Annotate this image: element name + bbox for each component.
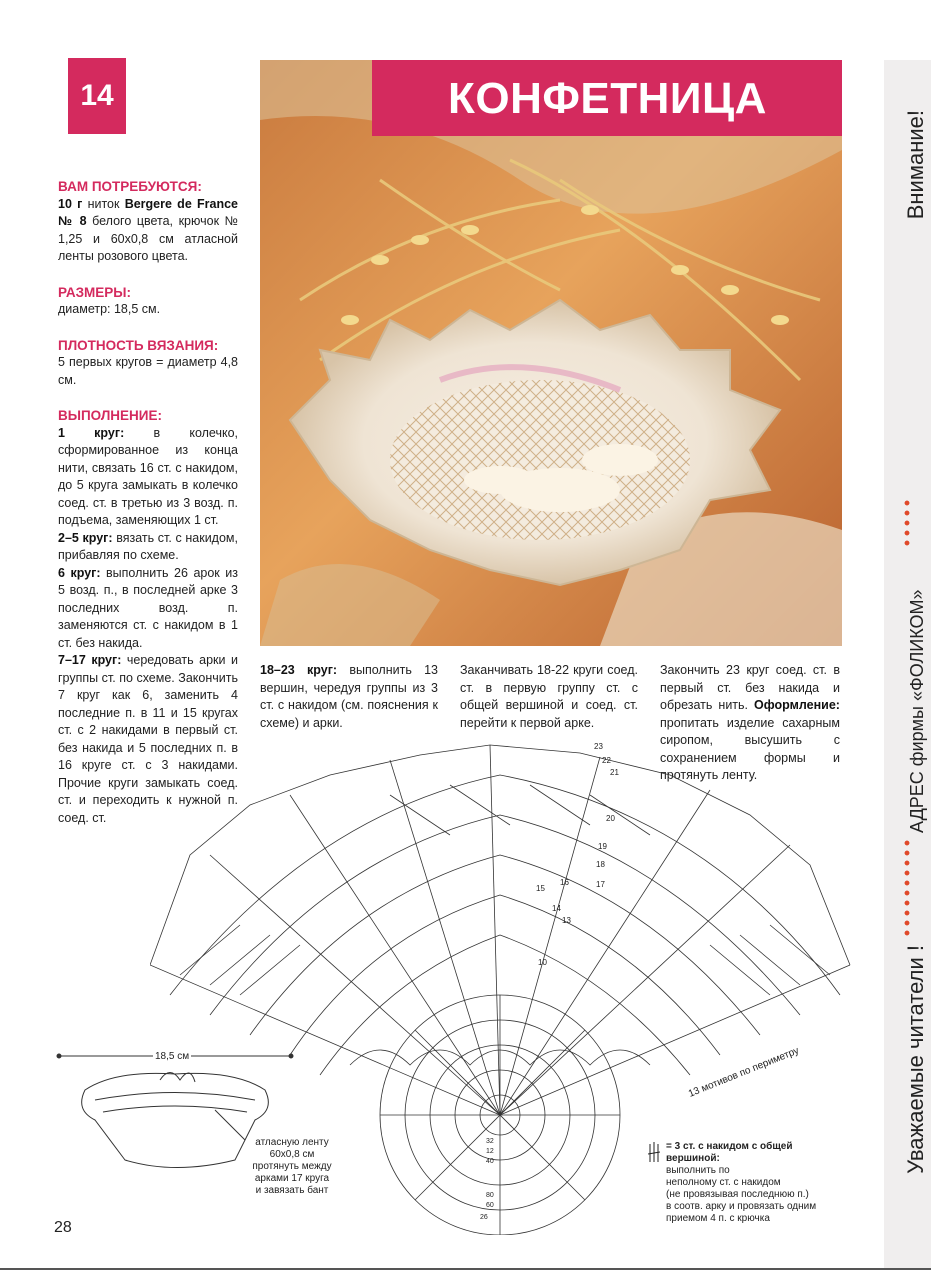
round-num-19: 19 <box>598 842 607 851</box>
materials-heading: ВАМ ПОТРЕБУЮТСЯ: <box>58 179 202 194</box>
materials-text: 10 г ниток Bergere de France № 8 белого цвета, крючок № 1,25 и 60х0,8 см атласной ленты розового цвета. <box>58 196 239 263</box>
center-num-6: 26 <box>480 1214 488 1221</box>
round-num-18: 18 <box>596 860 605 869</box>
sidebar-address: АДРЕС фирмы «ФОЛИКОМ» <box>907 589 927 833</box>
round-num-17: 17 <box>596 880 605 889</box>
text-column-2: Заканчивать 18-22 круги соед. ст. в первую группу ст. с общей вершиной и соед. ст. перейти к первой арке. <box>460 663 638 730</box>
center-num-2: 12 <box>486 1148 494 1155</box>
center-num-3: 40 <box>486 1158 494 1165</box>
diameter-label: 18,5 см <box>155 1051 190 1062</box>
density-text: 5 первых кругов = диаметр 4,8 см. <box>58 355 238 387</box>
stitch-symbol-icon <box>648 1140 660 1164</box>
text-column-1: 18–23 круг: выполнить 13 вершин, чередуя группы из 3 ст. с накидом (см. пояснения к схеме) и арки. <box>260 663 438 730</box>
sidebar-readers: Уважаемые читатели ! <box>903 945 928 1174</box>
center-num-4: 80 <box>486 1192 494 1199</box>
sidebar-attention: Внимание! <box>903 110 928 220</box>
page-number: 28 <box>54 1219 72 1236</box>
stitch-legend: = 3 ст. с накидом с общей вершиной: выполнить по неполному ст. с накидом (не провязывая последнюю п.) в соотв. арку и провязать одним приемом 4 п. с крючка <box>666 1141 817 1224</box>
round-num-20: 20 <box>606 814 615 823</box>
round-num-23: 23 <box>594 742 603 751</box>
text-column-3: Закончить 23 круг соед. ст. в первый ст. без накида и обрезать нить. Оформление: пропитать изделие сахарным сиропом, высушить с сохранением формы и протянуть ленту. <box>660 663 840 782</box>
round-num-14: 14 <box>552 904 561 913</box>
round-num-15: 15 <box>536 884 545 893</box>
page-title: КОНФЕТНИЦА <box>448 74 767 123</box>
round-2-5: 2–5 круг: вязать ст. с накидом, прибавляя по схеме. <box>58 530 238 562</box>
round-num-22: 22 <box>602 756 611 765</box>
round-num-13: 13 <box>562 916 571 925</box>
ribbon-note: атласную ленту 60х0,8 см протянуть между арками 17 круга и завязать бант <box>252 1137 332 1196</box>
round-num-16: 16 <box>560 878 569 887</box>
left-column <box>58 178 238 827</box>
execution-heading: ВЫПОЛНЕНИЕ: <box>58 408 163 423</box>
density-heading: ПЛОТНОСТЬ ВЯЗАНИЯ: <box>58 337 219 353</box>
center-num-5: 60 <box>486 1202 494 1209</box>
round-7-17: 7–17 круг: чередовать арки и группы ст. по схеме. Закончить 7 круг как 6, заменить 4 последние п. в 11 и 15 кругах ст. с 2 накидами в первый ст. без накида и 5 последних п. в 16 круге ст. с 3 накидами. Прочие круги замыкать соед. ст. и переходить к нужной п. соед. ст. <box>58 653 239 825</box>
round-num-10: 10 <box>538 958 547 967</box>
size-text: диаметр: 18,5 см. <box>58 302 161 316</box>
candy-dish-photo <box>260 60 842 646</box>
round-1: 1 круг: в колечко, сформированное из конца нити, связать 16 ст. с накидом, до 5 круга замыкать в колечко соед. ст. в третью из 3 возд. п. подъема, заменяющих 1 ст. <box>58 425 238 527</box>
motifs-note: 13 мотивов по периметру <box>687 1045 801 1100</box>
article-number: 14 <box>68 58 126 134</box>
round-6: 6 круг: выполнить 26 арок из 5 возд. п., в последней арке 3 последних возд. п. заменяются ст. с накидом в 1 ст. без накида. <box>58 565 238 650</box>
round-num-21: 21 <box>610 768 619 777</box>
sidebar-dots-bottom <box>904 838 910 938</box>
center-num-1: 32 <box>486 1138 494 1145</box>
size-heading: РАЗМЕРЫ: <box>58 284 131 300</box>
title-banner <box>372 60 842 136</box>
bottom-rule <box>0 1268 931 1270</box>
sidebar-dots-top <box>904 498 910 548</box>
